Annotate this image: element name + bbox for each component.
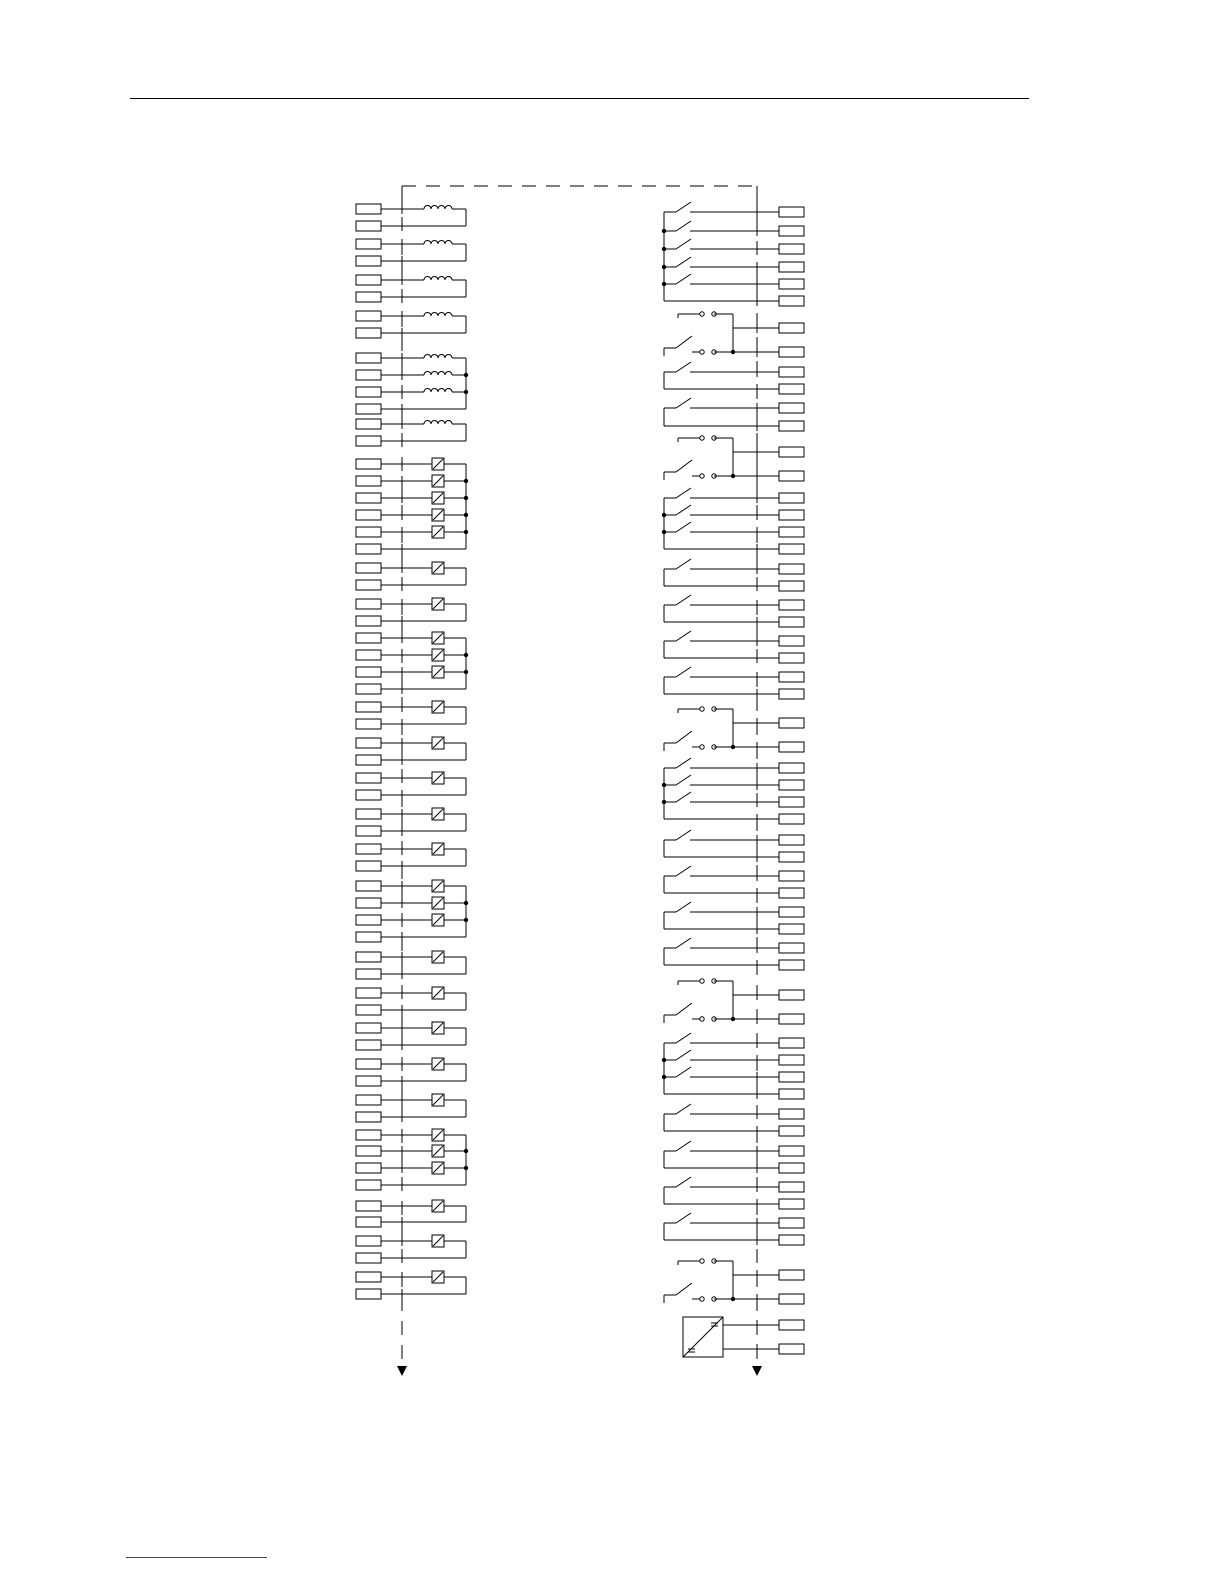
junction-dot bbox=[731, 350, 735, 354]
terminal-box bbox=[779, 226, 804, 236]
terminal-box bbox=[356, 311, 381, 321]
switch-blade bbox=[676, 866, 691, 876]
junction-dot bbox=[731, 745, 735, 749]
terminal-box bbox=[779, 527, 804, 537]
junction-dot bbox=[731, 1017, 735, 1021]
switch-blade bbox=[676, 460, 692, 472]
switch-blade bbox=[676, 902, 691, 912]
terminal-box bbox=[356, 404, 381, 414]
terminal-box bbox=[356, 826, 381, 836]
junction-dot bbox=[464, 1166, 468, 1170]
terminal-box bbox=[779, 581, 804, 591]
coil-icon bbox=[424, 355, 452, 358]
coil-icon bbox=[424, 313, 452, 316]
terminal-box bbox=[356, 563, 381, 573]
terminal-box bbox=[356, 773, 381, 783]
junction-dot bbox=[464, 1149, 468, 1153]
terminal-box bbox=[356, 1005, 381, 1015]
terminal-box bbox=[779, 1235, 804, 1245]
terminal-box bbox=[356, 1217, 381, 1227]
switch-blade bbox=[676, 257, 691, 267]
terminal-box bbox=[356, 1095, 381, 1105]
terminal-box bbox=[779, 814, 804, 824]
switch-blade bbox=[676, 239, 691, 249]
terminal-box bbox=[356, 370, 381, 380]
terminal-box bbox=[356, 221, 381, 231]
switch-blade bbox=[676, 522, 691, 532]
terminal-box bbox=[356, 275, 381, 285]
terminal-box bbox=[356, 476, 381, 486]
terminal-box bbox=[779, 636, 804, 646]
terminal-box bbox=[356, 527, 381, 537]
junction-dot bbox=[662, 247, 666, 251]
terminal-box bbox=[356, 684, 381, 694]
terminal-box bbox=[356, 719, 381, 729]
switch-blade bbox=[676, 667, 691, 677]
terminal-box bbox=[779, 1270, 804, 1280]
terminal-box bbox=[356, 1146, 381, 1156]
switch-blade bbox=[676, 938, 691, 948]
switch-blade bbox=[676, 221, 691, 231]
terminal-box bbox=[779, 653, 804, 663]
switch-blade bbox=[676, 559, 691, 569]
junction-dot bbox=[464, 530, 468, 534]
right-arrow-down bbox=[752, 1366, 762, 1376]
terminal-box bbox=[356, 1059, 381, 1069]
terminal-box bbox=[779, 672, 804, 682]
terminal-box bbox=[779, 763, 804, 773]
terminal-box bbox=[356, 419, 381, 429]
terminal-box bbox=[356, 599, 381, 609]
contact-point bbox=[700, 1259, 704, 1263]
terminal-box bbox=[356, 436, 381, 446]
terminal-box bbox=[356, 844, 381, 854]
left-arrow-down bbox=[397, 1366, 407, 1376]
terminal-box bbox=[779, 207, 804, 217]
junction-dot bbox=[662, 282, 666, 286]
terminal-box bbox=[356, 1253, 381, 1263]
switch-blade bbox=[676, 336, 692, 348]
terminal-box bbox=[779, 835, 804, 845]
coil-icon bbox=[424, 206, 452, 210]
terminal-box bbox=[356, 861, 381, 871]
terminal-box bbox=[779, 1038, 804, 1048]
terminal-box bbox=[779, 907, 804, 917]
contact-point bbox=[700, 1297, 704, 1301]
terminal-box bbox=[779, 960, 804, 970]
contact-point bbox=[700, 312, 704, 316]
terminal-box bbox=[779, 1089, 804, 1099]
terminal-box bbox=[779, 617, 804, 627]
terminal-box bbox=[779, 403, 804, 413]
terminal-box bbox=[356, 915, 381, 925]
footnote-rule bbox=[126, 1557, 267, 1558]
terminal-box bbox=[356, 1040, 381, 1050]
terminal-box bbox=[356, 1236, 381, 1246]
terminal-box bbox=[779, 564, 804, 574]
terminal-box bbox=[356, 459, 381, 469]
terminal-box bbox=[779, 689, 804, 699]
terminal-box bbox=[779, 1344, 804, 1354]
terminal-box bbox=[356, 1163, 381, 1173]
switch-blade bbox=[676, 775, 691, 785]
switch-blade bbox=[676, 1104, 691, 1114]
junction-dot bbox=[662, 1075, 666, 1079]
terminal-box bbox=[356, 988, 381, 998]
terminal-box bbox=[356, 755, 381, 765]
terminal-box bbox=[356, 204, 381, 214]
junction-dot bbox=[662, 229, 666, 233]
terminal-box bbox=[356, 738, 381, 748]
junction-dot bbox=[662, 530, 666, 534]
coil-icon bbox=[424, 421, 452, 425]
switch-blade bbox=[676, 1177, 691, 1187]
terminal-box bbox=[779, 323, 804, 333]
coil-icon bbox=[424, 372, 452, 376]
terminal-box bbox=[779, 797, 804, 807]
terminal-box bbox=[779, 279, 804, 289]
terminal-box bbox=[779, 384, 804, 394]
contact-point bbox=[700, 1017, 704, 1021]
switch-blade bbox=[676, 758, 691, 768]
terminal-box bbox=[356, 790, 381, 800]
terminal-box bbox=[779, 471, 804, 481]
terminal-box bbox=[779, 742, 804, 752]
terminal-box bbox=[779, 544, 804, 554]
junction-dot bbox=[662, 265, 666, 269]
junction-dot bbox=[464, 390, 468, 394]
terminal-box bbox=[779, 1126, 804, 1136]
coil-icon bbox=[424, 241, 452, 245]
terminal-box bbox=[356, 633, 381, 643]
junction-dot bbox=[662, 800, 666, 804]
terminal-box bbox=[356, 544, 381, 554]
terminal-box bbox=[356, 650, 381, 660]
terminal-box bbox=[356, 616, 381, 626]
junction-dot bbox=[731, 1297, 735, 1301]
terminal-box bbox=[779, 1320, 804, 1330]
terminal-box bbox=[779, 510, 804, 520]
junction-dot bbox=[464, 513, 468, 517]
junction-dot bbox=[662, 1058, 666, 1062]
terminal-box bbox=[356, 952, 381, 962]
switch-blade bbox=[676, 1033, 691, 1043]
terminal-box bbox=[779, 1182, 804, 1192]
terminal-box bbox=[356, 667, 381, 677]
terminal-box bbox=[356, 493, 381, 503]
terminal-box bbox=[779, 600, 804, 610]
terminal-box bbox=[356, 292, 381, 302]
terminal-box bbox=[356, 898, 381, 908]
junction-dot bbox=[731, 474, 735, 478]
terminal-box bbox=[779, 493, 804, 503]
terminal-box bbox=[779, 1109, 804, 1119]
switch-blade bbox=[676, 202, 691, 212]
terminal-box bbox=[779, 1072, 804, 1082]
switch-blade bbox=[676, 505, 691, 515]
terminal-box bbox=[356, 510, 381, 520]
terminal-box bbox=[779, 262, 804, 272]
terminal-box bbox=[356, 702, 381, 712]
switch-blade bbox=[676, 1213, 691, 1223]
terminal-box bbox=[779, 1163, 804, 1173]
switch-blade bbox=[676, 830, 691, 840]
coil-icon bbox=[424, 277, 452, 281]
terminal-box bbox=[356, 256, 381, 266]
terminal-box bbox=[779, 888, 804, 898]
junction-dot bbox=[662, 783, 666, 787]
terminal-box bbox=[779, 990, 804, 1000]
terminal-box bbox=[779, 718, 804, 728]
terminal-box bbox=[356, 969, 381, 979]
terminal-box bbox=[356, 239, 381, 249]
terminal-box bbox=[356, 580, 381, 590]
terminal-box bbox=[356, 1023, 381, 1033]
contact-point bbox=[700, 979, 704, 983]
terminal-box bbox=[779, 924, 804, 934]
switch-blade bbox=[676, 631, 691, 641]
terminal-box bbox=[356, 1180, 381, 1190]
terminal-box bbox=[779, 780, 804, 790]
switch-blade bbox=[676, 792, 691, 802]
contact-point bbox=[700, 436, 704, 440]
switch-blade bbox=[676, 1283, 692, 1295]
junction-dot bbox=[464, 901, 468, 905]
terminal-box bbox=[779, 421, 804, 431]
terminal-box bbox=[779, 871, 804, 881]
switch-blade bbox=[676, 595, 691, 605]
terminal-box bbox=[779, 447, 804, 457]
terminal-box bbox=[779, 852, 804, 862]
terminal-box bbox=[356, 387, 381, 397]
terminal-box bbox=[779, 1055, 804, 1065]
switch-blade bbox=[676, 274, 691, 284]
terminal-box bbox=[356, 328, 381, 338]
junction-dot bbox=[464, 373, 468, 377]
terminal-box bbox=[779, 1294, 804, 1304]
contact-point bbox=[700, 707, 704, 711]
switch-blade bbox=[676, 1141, 691, 1151]
terminal-box bbox=[356, 1130, 381, 1140]
terminal-box bbox=[356, 809, 381, 819]
switch-blade bbox=[676, 488, 691, 498]
switch-blade bbox=[676, 362, 691, 372]
terminal-box bbox=[779, 1146, 804, 1156]
terminal-box bbox=[779, 943, 804, 953]
terminal-box bbox=[779, 347, 804, 357]
terminal-box bbox=[779, 244, 804, 254]
terminal-box bbox=[779, 1199, 804, 1209]
terminal-box bbox=[356, 1112, 381, 1122]
terminal-box bbox=[356, 1201, 381, 1211]
contact-point bbox=[700, 350, 704, 354]
coil-icon bbox=[424, 389, 452, 392]
contact-point bbox=[700, 745, 704, 749]
terminal-box bbox=[356, 353, 381, 363]
terminal-box bbox=[356, 1272, 381, 1282]
switch-blade bbox=[676, 1050, 691, 1060]
junction-dot bbox=[464, 918, 468, 922]
contact-point bbox=[700, 474, 704, 478]
junction-dot bbox=[464, 670, 468, 674]
terminal-box bbox=[779, 1218, 804, 1228]
terminal-box bbox=[779, 1014, 804, 1024]
switch-blade bbox=[676, 731, 692, 743]
terminal-box bbox=[356, 932, 381, 942]
junction-dot bbox=[662, 513, 666, 517]
terminal-box bbox=[356, 881, 381, 891]
junction-dot bbox=[464, 479, 468, 483]
junction-dot bbox=[464, 653, 468, 657]
switch-blade bbox=[676, 1067, 691, 1077]
terminal-box bbox=[356, 1289, 381, 1299]
terminal-box bbox=[356, 1076, 381, 1086]
switch-blade bbox=[676, 1003, 692, 1015]
terminal-box bbox=[779, 367, 804, 377]
switch-blade bbox=[676, 398, 691, 408]
junction-dot bbox=[464, 496, 468, 500]
terminal-box bbox=[779, 296, 804, 306]
